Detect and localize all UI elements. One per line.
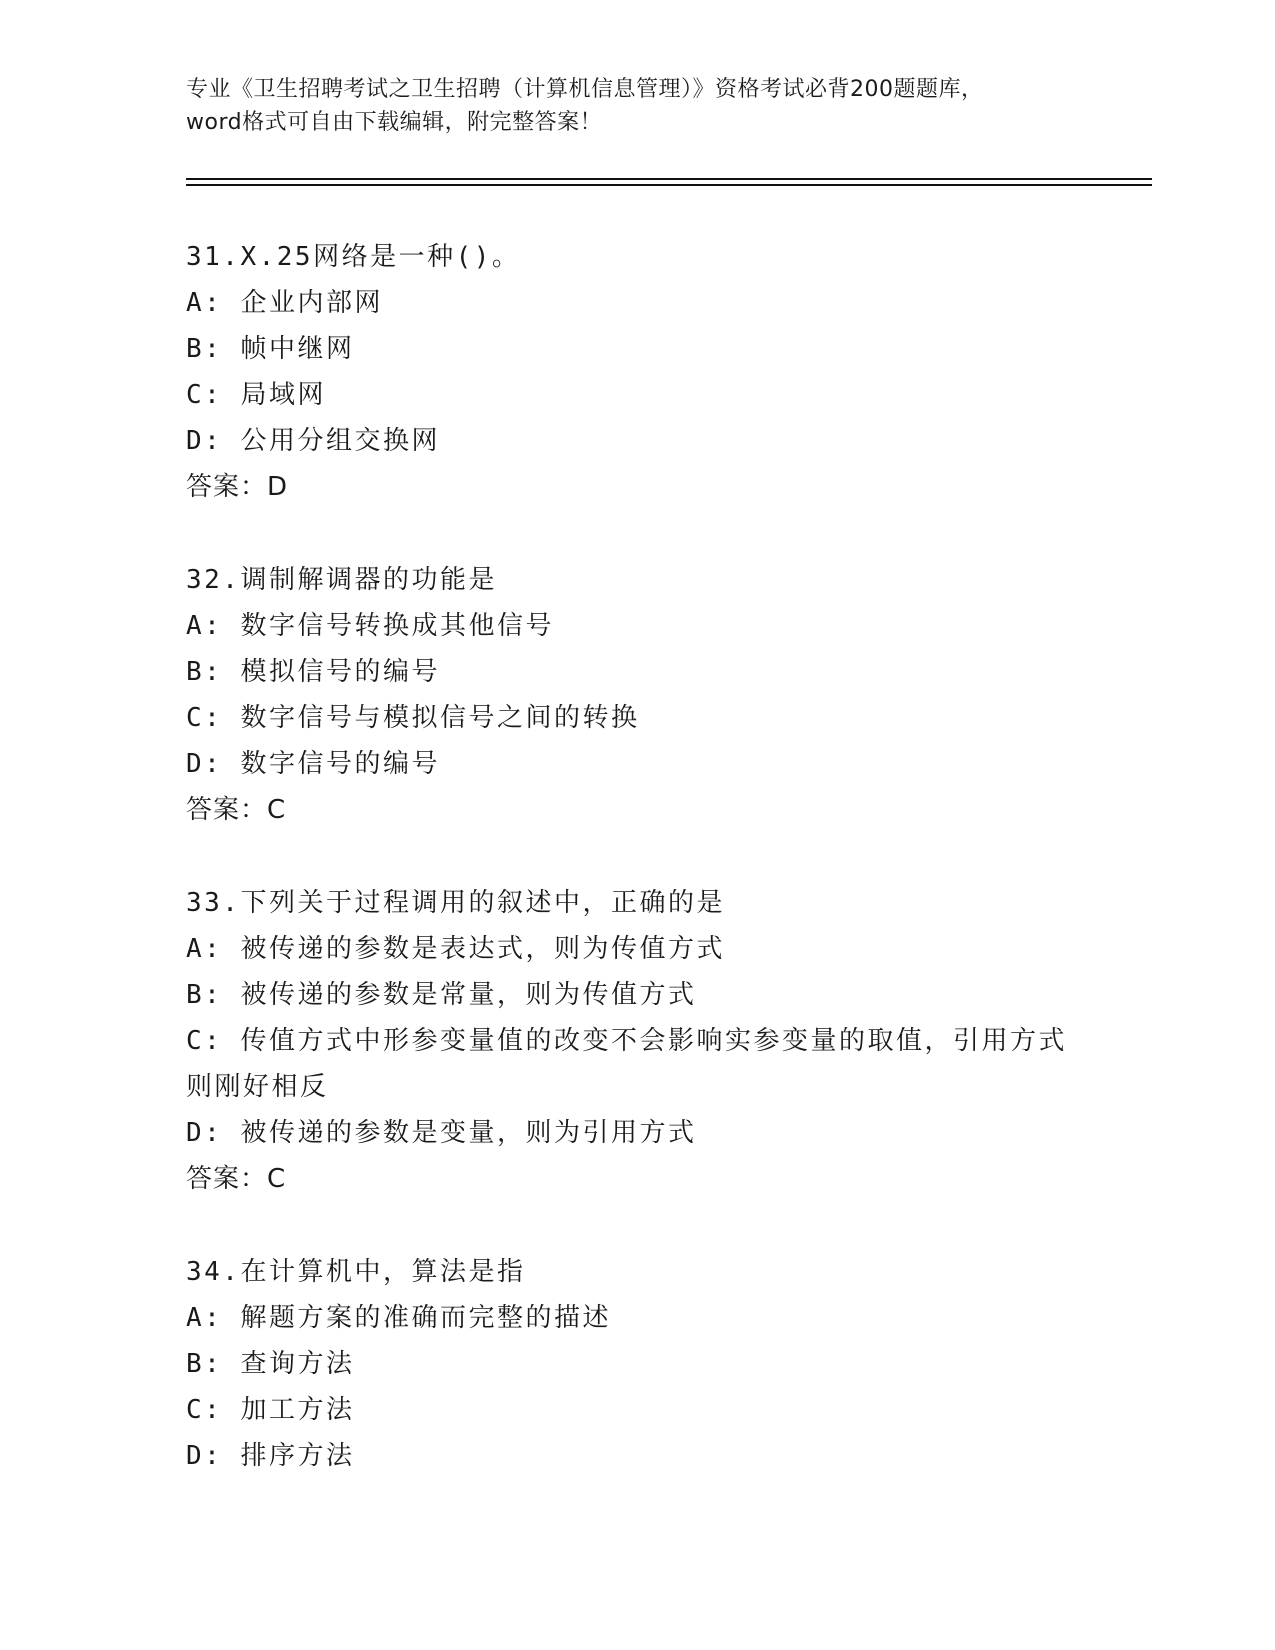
question-34 [186,1249,1086,1479]
question-stem: 32.调制解调器的功能是 [186,565,497,595]
question-32 [186,557,1086,833]
header-line-1: 专业《卫生招聘考试之卫生招聘（计算机信息管理）》资格考试必背200题题库， [186,77,984,102]
option-c: C: 数字信号与模拟信号之间的转换 [186,703,640,733]
header-divider-bottom [186,184,1152,186]
option-b: B: 模拟信号的编号 [186,657,440,687]
option-a: A: 数字信号转换成其他信号 [186,611,554,641]
question-stem: 31.X.25网络是一种()。 [186,242,521,272]
option-c: C: 传值方式中形参变量值的改变不会影响实参变量的取值，引用方式 [186,1026,1067,1056]
option-d: D: 排序方法 [186,1441,355,1471]
option-c-continuation: 则刚好相反 [186,1072,329,1102]
option-c: C: 局域网 [186,380,326,410]
option-a: A: 解题方案的准确而完整的描述 [186,1303,611,1333]
option-d: D: 公用分组交换网 [186,426,440,456]
document-header [186,73,1086,139]
question-31 [186,234,1086,510]
question-stem: 33.下列关于过程调用的叙述中，正确的是 [186,888,725,918]
answer-line: 答案：D [186,472,289,502]
answer-line: 答案：C [186,1164,287,1194]
option-d: D: 被传递的参数是变量，则为引用方式 [186,1118,697,1148]
header-divider-top [186,178,1152,180]
option-c: C: 加工方法 [186,1395,355,1425]
option-b: B: 帧中继网 [186,334,355,364]
question-list [186,234,1086,1526]
option-b: B: 被传递的参数是常量，则为传值方式 [186,980,697,1010]
answer-line: 答案：C [186,795,287,825]
option-d: D: 数字信号的编号 [186,749,440,779]
option-b: B: 查询方法 [186,1349,355,1379]
question-33 [186,880,1086,1202]
option-a: A: 被传递的参数是表达式，则为传值方式 [186,934,725,964]
question-stem: 34.在计算机中，算法是指 [186,1257,526,1287]
header-line-2: word格式可自由下载编辑，附完整答案！ [186,110,603,135]
option-a: A: 企业内部网 [186,288,383,318]
